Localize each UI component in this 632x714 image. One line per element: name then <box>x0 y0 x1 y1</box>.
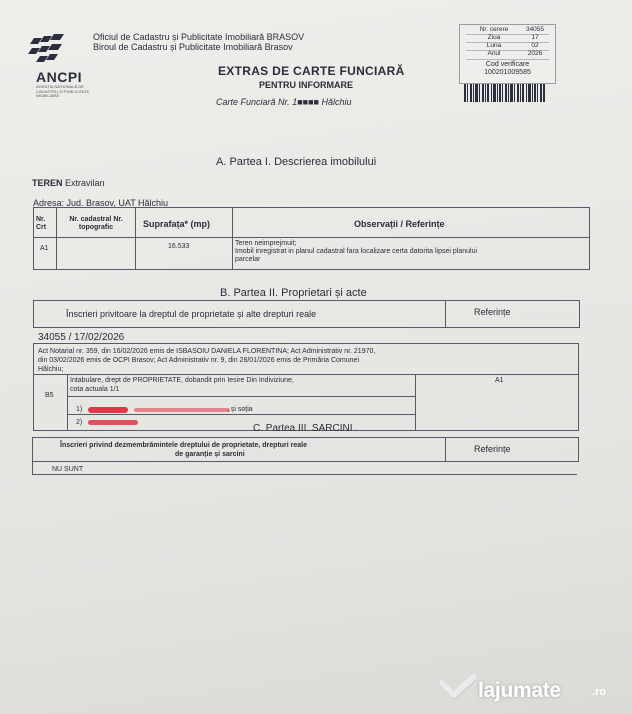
verify-code: 100201009585 <box>484 69 531 76</box>
owner-2-prefix: 2) <box>76 419 83 426</box>
day-label: Ziua <box>487 34 501 41</box>
barcode <box>464 84 546 102</box>
redacted-owner-2 <box>88 420 138 425</box>
watermark-tld: .ro <box>592 686 607 698</box>
part-c-title: C. Partea III. SARCINI . <box>253 423 359 434</box>
property-type-rest: Extravilan <box>62 178 105 188</box>
cell-suprafata: 16.533 <box>168 243 190 250</box>
cell-obs-line-1: Teren neimprejmuit; <box>235 240 297 247</box>
cell-nr-crt: A1 <box>40 245 49 252</box>
right-line-2: cota actuala 1/1 <box>70 386 120 393</box>
verify-label: Cod verificare <box>485 61 530 68</box>
part-c-header-right: Referințe <box>474 444 511 454</box>
month-value: 02 <box>531 42 539 49</box>
document-subtitle: PENTRU INFORMARE <box>259 80 353 90</box>
property-type-bold: TEREN <box>32 178 63 188</box>
year-value: 2026 <box>527 50 543 57</box>
request-label: Nr. cerere <box>479 26 509 33</box>
col-nr-cadastral: Nr. cadastral Nr. topografic <box>69 216 123 231</box>
office-line-2: Biroul de Cadastru și Publicitate Imobiliară Brasov <box>93 42 293 52</box>
cell-obs-line-2: Imobil inregistrat in planul cadastral fara localizare certa datorita lipsei planului <box>235 248 478 255</box>
month-label: Luna <box>486 42 502 49</box>
document-title: EXTRAS DE CARTE FUNCIARĂ <box>218 64 405 78</box>
request-row <box>460 26 555 34</box>
part-c-header-left-1: Înscrieri privind dezmembrămintele dreptului de proprietate, drepturi reale <box>60 442 308 449</box>
cell-obs-line-3: parcelar <box>235 256 261 263</box>
property-type <box>32 178 105 188</box>
owner-1-prefix: 1) <box>76 406 83 413</box>
entry-code: B5 <box>45 392 54 399</box>
right-line-1: Intabulare, drept de PROPRIETATE, dobandit prin Iesire Din Indiviziune, <box>70 377 294 384</box>
logo-subtext: AGENȚIA NAȚIONALĂ DE CADASTRU ȘI PUBLICITATE IMOBILIARĂ <box>36 84 90 98</box>
lajumate-logo-icon <box>440 673 476 703</box>
col-suprafata: Suprafața* (mp) <box>143 219 211 229</box>
part-c-value: NU SUNT <box>52 466 84 473</box>
part-b-title: B. Partea II. Proprietari și acte <box>220 287 367 299</box>
month-row <box>460 42 555 50</box>
act-line-2: din 03/02/2026 emis de OCPI Brasov; Act Administrativ nr. 9, din 28/01/2026 emis de Primăria Comunei <box>38 357 359 364</box>
act-line-3: Hălchiu; <box>38 366 64 373</box>
logo-text: ANCPI <box>36 69 83 85</box>
part-a-title: A. Partea I. Descrierea imobilului <box>216 156 377 168</box>
act-line-1: Act Notarial nr. 359, din 16/02/2026 emis de ISBASOIU DANIELA FLORENTINA; Act Administrativ nr. 21970, <box>38 348 376 355</box>
watermark-text: lajumate <box>478 679 561 702</box>
redacted-owner-1-detail <box>134 408 230 412</box>
carte-funciara-number: Carte Funciară Nr. 1■■■■ Hălchiu <box>216 97 352 107</box>
year-label: Anul <box>487 50 501 57</box>
entry-id: 34055 / 17/02/2026 <box>38 332 125 343</box>
entry-ref: A1 <box>495 377 504 384</box>
request-value: 34055 <box>525 26 545 33</box>
year-row <box>460 50 555 58</box>
office-line-1: Oficiul de Cadastru și Publicitate Imobiliară BRASOV <box>93 32 305 42</box>
property-address: Adresa: Jud. Brasov, UAT Hălchiu <box>33 198 169 208</box>
col-observatii: Observații / Referințe <box>354 219 445 229</box>
day-value: 17 <box>531 34 539 41</box>
col-nr-crt: Nr. Crt <box>36 216 47 231</box>
part-c-header-left-2: de garanție și sarcini <box>175 451 245 458</box>
part-b-header-left: Înscrieri privitoare la dreptul de proprietate și alte drepturi reale <box>66 309 317 319</box>
part-b-header-right: Referințe <box>474 307 511 317</box>
redacted-owner-1 <box>88 407 128 413</box>
day-row <box>460 34 555 42</box>
request-info-box <box>459 24 556 84</box>
owner-1-suffix: , și soția <box>227 406 253 413</box>
